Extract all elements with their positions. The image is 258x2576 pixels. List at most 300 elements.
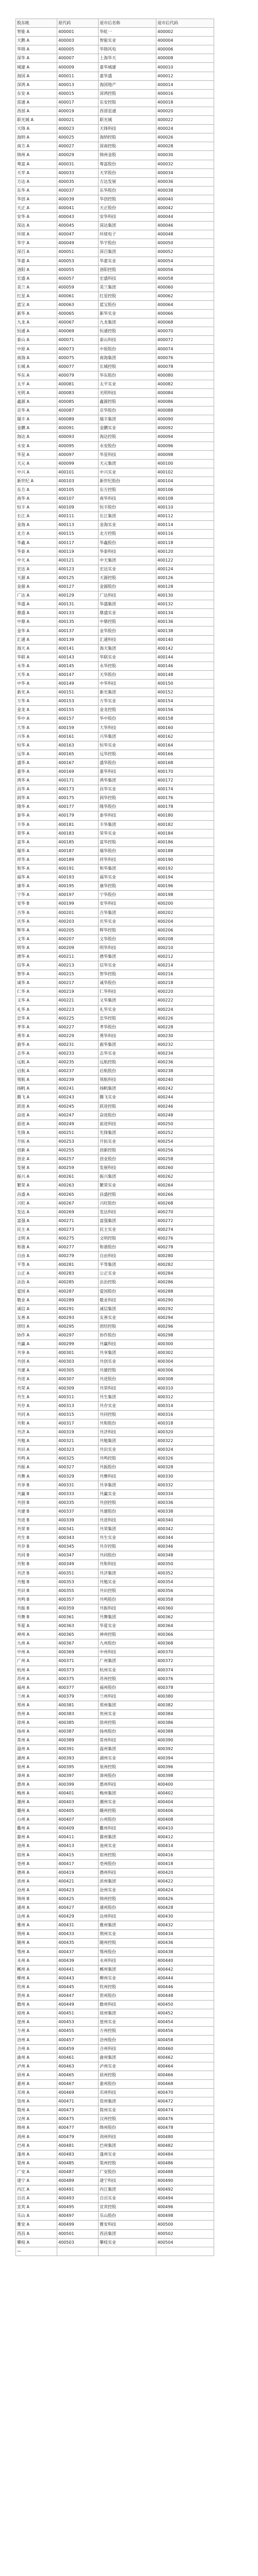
- cell-account: 万华 A: [16, 697, 57, 706]
- cell-original-code: 400345: [57, 1543, 99, 1551]
- cell-account: 衢州 A: [16, 1824, 57, 1833]
- table-row: [16, 1701, 214, 1709]
- cell-account: 领航 A: [16, 1076, 57, 1084]
- cell-account: 资州 A: [16, 2097, 57, 2106]
- cell-original-code: 400325: [57, 1454, 99, 1463]
- cell-new-code: 400212: [156, 952, 214, 961]
- table-row: [16, 318, 214, 327]
- cell-new-code: 400282: [156, 1261, 214, 1269]
- cell-new-code: 400070: [156, 327, 214, 336]
- cell-new-name: 南华科技: [99, 495, 156, 503]
- cell-account: 泉州 A: [16, 1762, 57, 1771]
- cell-new-name: 郑州集团: [99, 1701, 156, 1709]
- table-row: [16, 1111, 214, 1120]
- cell-account: 勇华 A: [16, 1031, 57, 1040]
- table-row: [16, 72, 214, 80]
- cell-account: 瑞华 A: [16, 846, 57, 855]
- cell-account: 福华 A: [16, 873, 57, 882]
- cell-original-code: 400135: [57, 618, 99, 626]
- cell-new-code: 400204: [156, 917, 214, 926]
- cell-new-name: 湖州实业: [99, 1754, 156, 1762]
- cell-new-name: 邛州科技: [99, 2089, 156, 2097]
- cell-new-name: 嘉华科技: [99, 767, 156, 776]
- table-row: [16, 1816, 214, 1824]
- table-row: [16, 1120, 214, 1128]
- cell-new-name: 康华控股: [99, 882, 156, 891]
- cell-new-code: 400398: [156, 1771, 214, 1780]
- cell-new-name: 环球电子: [99, 230, 156, 239]
- table-row: [16, 239, 214, 248]
- table-row: [16, 609, 214, 618]
- cell-new-name: 九州股份: [99, 1639, 156, 1648]
- table-row: [16, 1842, 214, 1851]
- cell-account: 绵州 A: [16, 2124, 57, 2132]
- cell-new-name: 华联实业: [99, 653, 156, 662]
- cell-new-name: 诚信集团: [99, 1304, 156, 1313]
- cell-new-code: 400134: [156, 609, 214, 618]
- cell-new-code: 400216: [156, 970, 214, 979]
- cell-account: 郑州 A: [16, 1701, 57, 1709]
- cell-original-code: 400347: [57, 1551, 99, 1560]
- cell-new-name: 创新控股: [99, 1146, 156, 1155]
- cell-account: 泰华 A: [16, 811, 57, 820]
- cell-original-code: 400411: [57, 1833, 99, 1842]
- cell-account: 祥华 A: [16, 855, 57, 864]
- table-row: [16, 301, 214, 310]
- cell-account: 简州 A: [16, 2106, 57, 2115]
- cell-new-code: 400356: [156, 1586, 214, 1595]
- cell-account: 鑫源 A: [16, 398, 57, 406]
- table-row: [16, 2194, 214, 2203]
- cell-account: 孝华 A: [16, 1023, 57, 1031]
- table-row: [16, 565, 214, 573]
- cell-new-code: 400324: [156, 1446, 214, 1454]
- cell-new-code: 400276: [156, 1234, 214, 1243]
- cell-new-code: 400242: [156, 1084, 214, 1093]
- cell-original-code: 400479: [57, 2132, 99, 2141]
- cell-new-code: 400318: [156, 1419, 214, 1428]
- cell-new-name: 金源股份: [99, 583, 156, 591]
- table-row: [16, 1190, 214, 1199]
- cell-new-code: 400020: [156, 107, 214, 115]
- cell-original-code: 400073: [57, 345, 99, 353]
- cell-original-code: 400473: [57, 2106, 99, 2115]
- cell-new-code: 400452: [156, 2009, 214, 2018]
- cell-account: 苏州 A: [16, 1674, 57, 1683]
- cell-new-name: 赣州控股: [99, 1807, 156, 1816]
- cell-original-code: 400303: [57, 1358, 99, 1366]
- cell-original-code: 400179: [57, 811, 99, 820]
- cell-original-code: 400485: [57, 2159, 99, 2167]
- cell-new-code: 400354: [156, 1578, 214, 1586]
- cell-account: 嘉州 A: [16, 2079, 57, 2088]
- table-row: [16, 1040, 214, 1049]
- cell-new-name: 昌华实业: [99, 785, 156, 794]
- cell-new-name: 丰华集团: [99, 820, 156, 829]
- cell-new-name: 合州科技: [99, 2044, 156, 2053]
- cell-new-name: 达州科技: [99, 1912, 156, 1921]
- cell-account: 合州 A: [16, 2044, 57, 2053]
- cell-new-name: 海国地产: [99, 80, 156, 89]
- cell-account: 东华 A: [16, 186, 57, 195]
- cell-account: 公正 A: [16, 1269, 57, 1278]
- cell-original-code: 400219: [57, 988, 99, 996]
- cell-original-code: [57, 2247, 99, 2256]
- cell-account: 荆州 A: [16, 1930, 57, 1939]
- cell-new-code: 400316: [156, 1410, 214, 1419]
- cell-new-name: 通州股份: [99, 1904, 156, 1912]
- cell-account: 沧州 A: [16, 1886, 57, 1894]
- table-row: [16, 750, 214, 758]
- cell-original-code: 400377: [57, 1683, 99, 1692]
- cell-account: 方达 A: [16, 177, 57, 186]
- cell-new-code: 400086: [156, 398, 214, 406]
- cell-new-name: 京华股份: [99, 406, 156, 415]
- cell-new-name: 共济科技: [99, 1428, 156, 1437]
- cell-original-code: 400113: [57, 521, 99, 530]
- cell-new-code: 400114: [156, 521, 214, 530]
- cell-new-code: 400378: [156, 1683, 214, 1692]
- cell-new-name: 诚华股份: [99, 979, 156, 988]
- table-row: [16, 1780, 214, 1789]
- cell-new-name: 宏盛科技: [99, 274, 156, 283]
- cell-new-name: 汉州控股: [99, 2115, 156, 2124]
- cell-new-name: 奋进股份: [99, 1111, 156, 1120]
- cell-new-name: 贺州股份: [99, 1992, 156, 2001]
- cell-account: 华嘉 A: [16, 257, 57, 265]
- cell-new-name: 绵州股份: [99, 2124, 156, 2132]
- cell-new-name: 上海华天: [99, 54, 156, 63]
- table-row: [16, 1525, 214, 1534]
- cell-new-code: 400222: [156, 996, 214, 1005]
- cell-new-name: 泸州实业: [99, 2062, 156, 2071]
- cell-original-code: 400041: [57, 204, 99, 212]
- cell-new-name: 内江集团: [99, 2185, 156, 2194]
- cell-new-name: 梅州集团: [99, 1789, 156, 1798]
- cell-new-name: 润华控股: [99, 794, 156, 803]
- cell-new-name: 辉华控股: [99, 926, 156, 935]
- cell-new-name: 泰山科技: [99, 336, 156, 345]
- cell-new-name: 雅州集团: [99, 1921, 156, 1930]
- cell-new-name: 太平实业: [99, 380, 156, 388]
- table-row: [16, 1992, 214, 2001]
- cell-new-code: 400426: [156, 1894, 214, 1903]
- table-row: [16, 2027, 214, 2036]
- cell-new-code: 400244: [156, 1093, 214, 1102]
- cell-account: 金鹏 A: [16, 424, 57, 433]
- cell-new-name: 福华实业: [99, 873, 156, 882]
- table-row: [16, 1727, 214, 1736]
- cell-new-code: 400488: [156, 2167, 214, 2176]
- cell-new-code: 400026: [156, 133, 214, 142]
- table-row: [16, 1595, 214, 1604]
- table-row: [16, 292, 214, 300]
- table-row: [16, 1005, 214, 1014]
- cell-original-code: 400453: [57, 2018, 99, 2027]
- cell-account: 宿州 A: [16, 1851, 57, 1859]
- cell-new-code: 400016: [156, 89, 214, 98]
- cell-original-code: 400087: [57, 406, 99, 415]
- cell-new-name: 亳州股份: [99, 1859, 156, 1868]
- cell-account: 信华 A: [16, 961, 57, 970]
- cell-new-name: 共荣集团: [99, 1525, 156, 1534]
- cell-new-code: 400218: [156, 979, 214, 988]
- cell-new-code: [156, 2247, 214, 2256]
- cell-original-code: 400469: [57, 2089, 99, 2097]
- cell-new-code: 400450: [156, 2001, 214, 2009]
- cell-new-name: 万华实业: [99, 697, 156, 706]
- table-row: [16, 961, 214, 970]
- cell-original-code: 400387: [57, 1727, 99, 1736]
- table-row: [16, 1366, 214, 1375]
- table-row: [16, 776, 214, 785]
- cell-original-code: 400451: [57, 2009, 99, 2018]
- cell-new-name: 渝州集团: [99, 2053, 156, 2062]
- cell-new-code: 400096: [156, 442, 214, 450]
- table-row: [16, 521, 214, 530]
- cell-account: 荣华 A: [16, 829, 57, 838]
- table-row: [16, 503, 214, 512]
- table-row: [16, 2176, 214, 2185]
- cell-new-code: 400472: [156, 2097, 214, 2106]
- table-row: [16, 142, 214, 151]
- cell-original-code: 400331: [57, 1481, 99, 1489]
- cell-original-code: 400323: [57, 1446, 99, 1454]
- cell-new-code: 400064: [156, 301, 214, 310]
- cell-original-code: 400413: [57, 1842, 99, 1851]
- cell-original-code: 400271: [57, 1216, 99, 1225]
- table-row: [16, 1489, 214, 1498]
- cell-original-code: 400099: [57, 459, 99, 468]
- cell-original-code: 400011: [57, 72, 99, 80]
- cell-account: 忠华 A: [16, 1014, 57, 1023]
- cell-new-name: 光明科技: [99, 388, 156, 397]
- table-row: [16, 116, 214, 125]
- cell-new-code: 400154: [156, 697, 214, 706]
- cell-account: 共舞 A: [16, 1472, 57, 1481]
- cell-original-code: 400095: [57, 442, 99, 450]
- table-row: [16, 1868, 214, 1877]
- table-row: [16, 160, 214, 168]
- cell-original-code: 400115: [57, 530, 99, 538]
- cell-original-code: 400181: [57, 820, 99, 829]
- cell-new-code: 400148: [156, 670, 214, 679]
- cell-new-code: 400124: [156, 565, 214, 573]
- cell-original-code: 400275: [57, 1234, 99, 1243]
- cell-original-code: 400021: [57, 116, 99, 125]
- cell-new-name: 恒丰股份: [99, 503, 156, 512]
- cell-original-code: 400269: [57, 1208, 99, 1216]
- table-row: [16, 1437, 214, 1446]
- cell-new-name: 天源控股: [99, 573, 156, 582]
- cell-account: 共建 B: [16, 1507, 57, 1516]
- cell-original-code: 400243: [57, 1093, 99, 1102]
- cell-original-code: 400085: [57, 398, 99, 406]
- cell-new-code: 400444: [156, 1974, 214, 1982]
- cell-account: 东安 A: [16, 89, 57, 98]
- cell-account: 爱国 A: [16, 1287, 57, 1296]
- cell-new-name: 团结控股: [99, 1322, 156, 1331]
- table-row: [16, 380, 214, 388]
- cell-account: 宏盛 A: [16, 274, 57, 283]
- table-row: [16, 1137, 214, 1146]
- cell-new-name: 华中股份: [99, 715, 156, 723]
- cell-new-name: 中华科技: [99, 680, 156, 688]
- cell-new-code: 400004: [156, 37, 214, 45]
- cell-new-code: 400300: [156, 1340, 214, 1349]
- cell-new-code: 400496: [156, 2203, 214, 2212]
- cell-new-name: 深达集团: [99, 222, 156, 230]
- cell-account: 神州 A: [16, 1631, 57, 1639]
- cell-original-code: 400309: [57, 1384, 99, 1393]
- cell-account: 跃进 A: [16, 1102, 57, 1111]
- cell-new-name: 瑞华股份: [99, 846, 156, 855]
- cell-new-name: 瑞丰集团: [99, 415, 156, 424]
- cell-account: 华泰 A: [16, 547, 57, 556]
- cell-account: 泸州 A: [16, 2062, 57, 2071]
- cell-account: 鸿华 A: [16, 776, 57, 785]
- cell-account: 华东 A: [16, 371, 57, 380]
- cell-new-name: 兰州科技: [99, 1692, 156, 1701]
- cell-new-code: 400144: [156, 653, 214, 662]
- cell-new-code: 400414: [156, 1842, 214, 1851]
- cell-original-code: 400443: [57, 1974, 99, 1982]
- cell-account: 创业 A: [16, 1155, 57, 1164]
- cell-new-name: 新华实业: [99, 310, 156, 318]
- cell-original-code: 400015: [57, 89, 99, 98]
- cell-new-name: 红星控股: [99, 292, 156, 300]
- cell-original-code: 400393: [57, 1754, 99, 1762]
- cell-new-code: 400408: [156, 1816, 214, 1824]
- cell-account: 北方 A: [16, 530, 57, 538]
- table-row: [16, 230, 214, 239]
- cell-account: 乐山 A: [16, 2212, 57, 2221]
- cell-new-code: 400352: [156, 1569, 214, 1578]
- table-row: [16, 1049, 214, 1058]
- cell-new-name: 西部星通: [99, 107, 156, 115]
- cell-account: 共同 B: [16, 1551, 57, 1560]
- cell-original-code: 400367: [57, 1639, 99, 1648]
- cell-new-code: 400158: [156, 715, 214, 723]
- cell-account: 金龙 A: [16, 706, 57, 715]
- cell-new-code: 400262: [156, 1173, 214, 1181]
- cell-account: 池州 A: [16, 1842, 57, 1851]
- cell-original-code: 400437: [57, 1947, 99, 1956]
- cell-new-code: 400266: [156, 1190, 214, 1199]
- table-row: [16, 2071, 214, 2079]
- table-row: [16, 2229, 214, 2238]
- table-row: [16, 1894, 214, 1903]
- table-row: [16, 1569, 214, 1578]
- cell-original-code: 400273: [57, 1225, 99, 1234]
- cell-new-code: 400112: [156, 512, 214, 521]
- cell-new-name: 嘉华城建: [99, 63, 156, 72]
- cell-account: 华中 A: [16, 715, 57, 723]
- cell-new-name: 华盛集团: [99, 600, 156, 609]
- table-row: [16, 1278, 214, 1287]
- cell-original-code: 400143: [57, 653, 99, 662]
- cell-original-code: 400051: [57, 248, 99, 257]
- cell-original-code: 400185: [57, 838, 99, 846]
- cell-account: 郴州 A: [16, 1965, 57, 1974]
- table-row: [16, 2044, 214, 2053]
- table-row: [16, 680, 214, 688]
- cell-new-name: 沧州实业: [99, 1886, 156, 1894]
- cell-new-code: 400104: [156, 477, 214, 485]
- table-row: [16, 388, 214, 397]
- cell-account: 雅州 A: [16, 1921, 57, 1930]
- cell-new-name: 腾飞实业: [99, 1093, 156, 1102]
- cell-new-code: 400200: [156, 900, 214, 908]
- table-row: [16, 1674, 214, 1683]
- cell-account: 发达 A: [16, 1208, 57, 1216]
- cell-original-code: 400019: [57, 107, 99, 115]
- cell-original-code: 400227: [57, 1023, 99, 1031]
- cell-original-code: 400423: [57, 1886, 99, 1894]
- cell-account: 共享 B: [16, 1481, 57, 1489]
- cell-original-code: 400109: [57, 503, 99, 512]
- cell-new-code: 400032: [156, 160, 214, 168]
- cell-original-code: 400197: [57, 891, 99, 900]
- cell-new-code: 400068: [156, 318, 214, 327]
- cell-new-code: 400094: [156, 433, 214, 442]
- cell-new-code: 400126: [156, 573, 214, 582]
- cell-original-code: 400007: [57, 54, 99, 63]
- cell-new-name: 鼎盛实业: [99, 609, 156, 618]
- cell-new-code: 400030: [156, 151, 214, 160]
- table-row: [16, 1102, 214, 1111]
- header-row: [16, 19, 214, 28]
- cell-original-code: 400237: [57, 1067, 99, 1076]
- cell-new-name: 共同股份: [99, 1551, 156, 1560]
- table-row: [16, 547, 214, 556]
- cell-original-code: 400339: [57, 1516, 99, 1524]
- cell-original-code: 400495: [57, 2203, 99, 2212]
- table-row: [16, 222, 214, 230]
- table-row: [16, 1586, 214, 1595]
- cell-new-code: 400308: [156, 1375, 214, 1384]
- cell-new-code: 400226: [156, 1014, 214, 1023]
- table-row: [16, 979, 214, 988]
- cell-original-code: 400277: [57, 1243, 99, 1252]
- cell-new-code: 400296: [156, 1322, 214, 1331]
- cell-original-code: 400033: [57, 168, 99, 177]
- cell-new-code: 400434: [156, 1930, 214, 1939]
- cell-original-code: 400491: [57, 2185, 99, 2194]
- cell-new-name: 锦州控股: [99, 1894, 156, 1903]
- cell-account: 台州 A: [16, 1816, 57, 1824]
- cell-original-code: 400193: [57, 873, 99, 882]
- table-row: [16, 283, 214, 292]
- cell-new-name: 恒通控股: [99, 327, 156, 336]
- cell-original-code: 400151: [57, 688, 99, 697]
- cell-new-code: 400236: [156, 1058, 214, 1067]
- table-row: [16, 767, 214, 776]
- cell-original-code: 400137: [57, 626, 99, 635]
- cell-account: 共创 B: [16, 1498, 57, 1507]
- table-row: [16, 1666, 214, 1674]
- table-row: [16, 1173, 214, 1181]
- cell-new-name: 台州股份: [99, 1816, 156, 1824]
- cell-account: 共生 A: [16, 1393, 57, 1401]
- cell-new-name: 富华控股: [99, 838, 156, 846]
- cell-new-code: 400260: [156, 1164, 214, 1173]
- cell-new-code: 400432: [156, 1921, 214, 1930]
- cell-new-code: 400332: [156, 1481, 214, 1489]
- cell-new-code: 400482: [156, 2141, 214, 2150]
- table-row: [16, 1216, 214, 1225]
- cell-new-name: 荆州实业: [99, 1930, 156, 1939]
